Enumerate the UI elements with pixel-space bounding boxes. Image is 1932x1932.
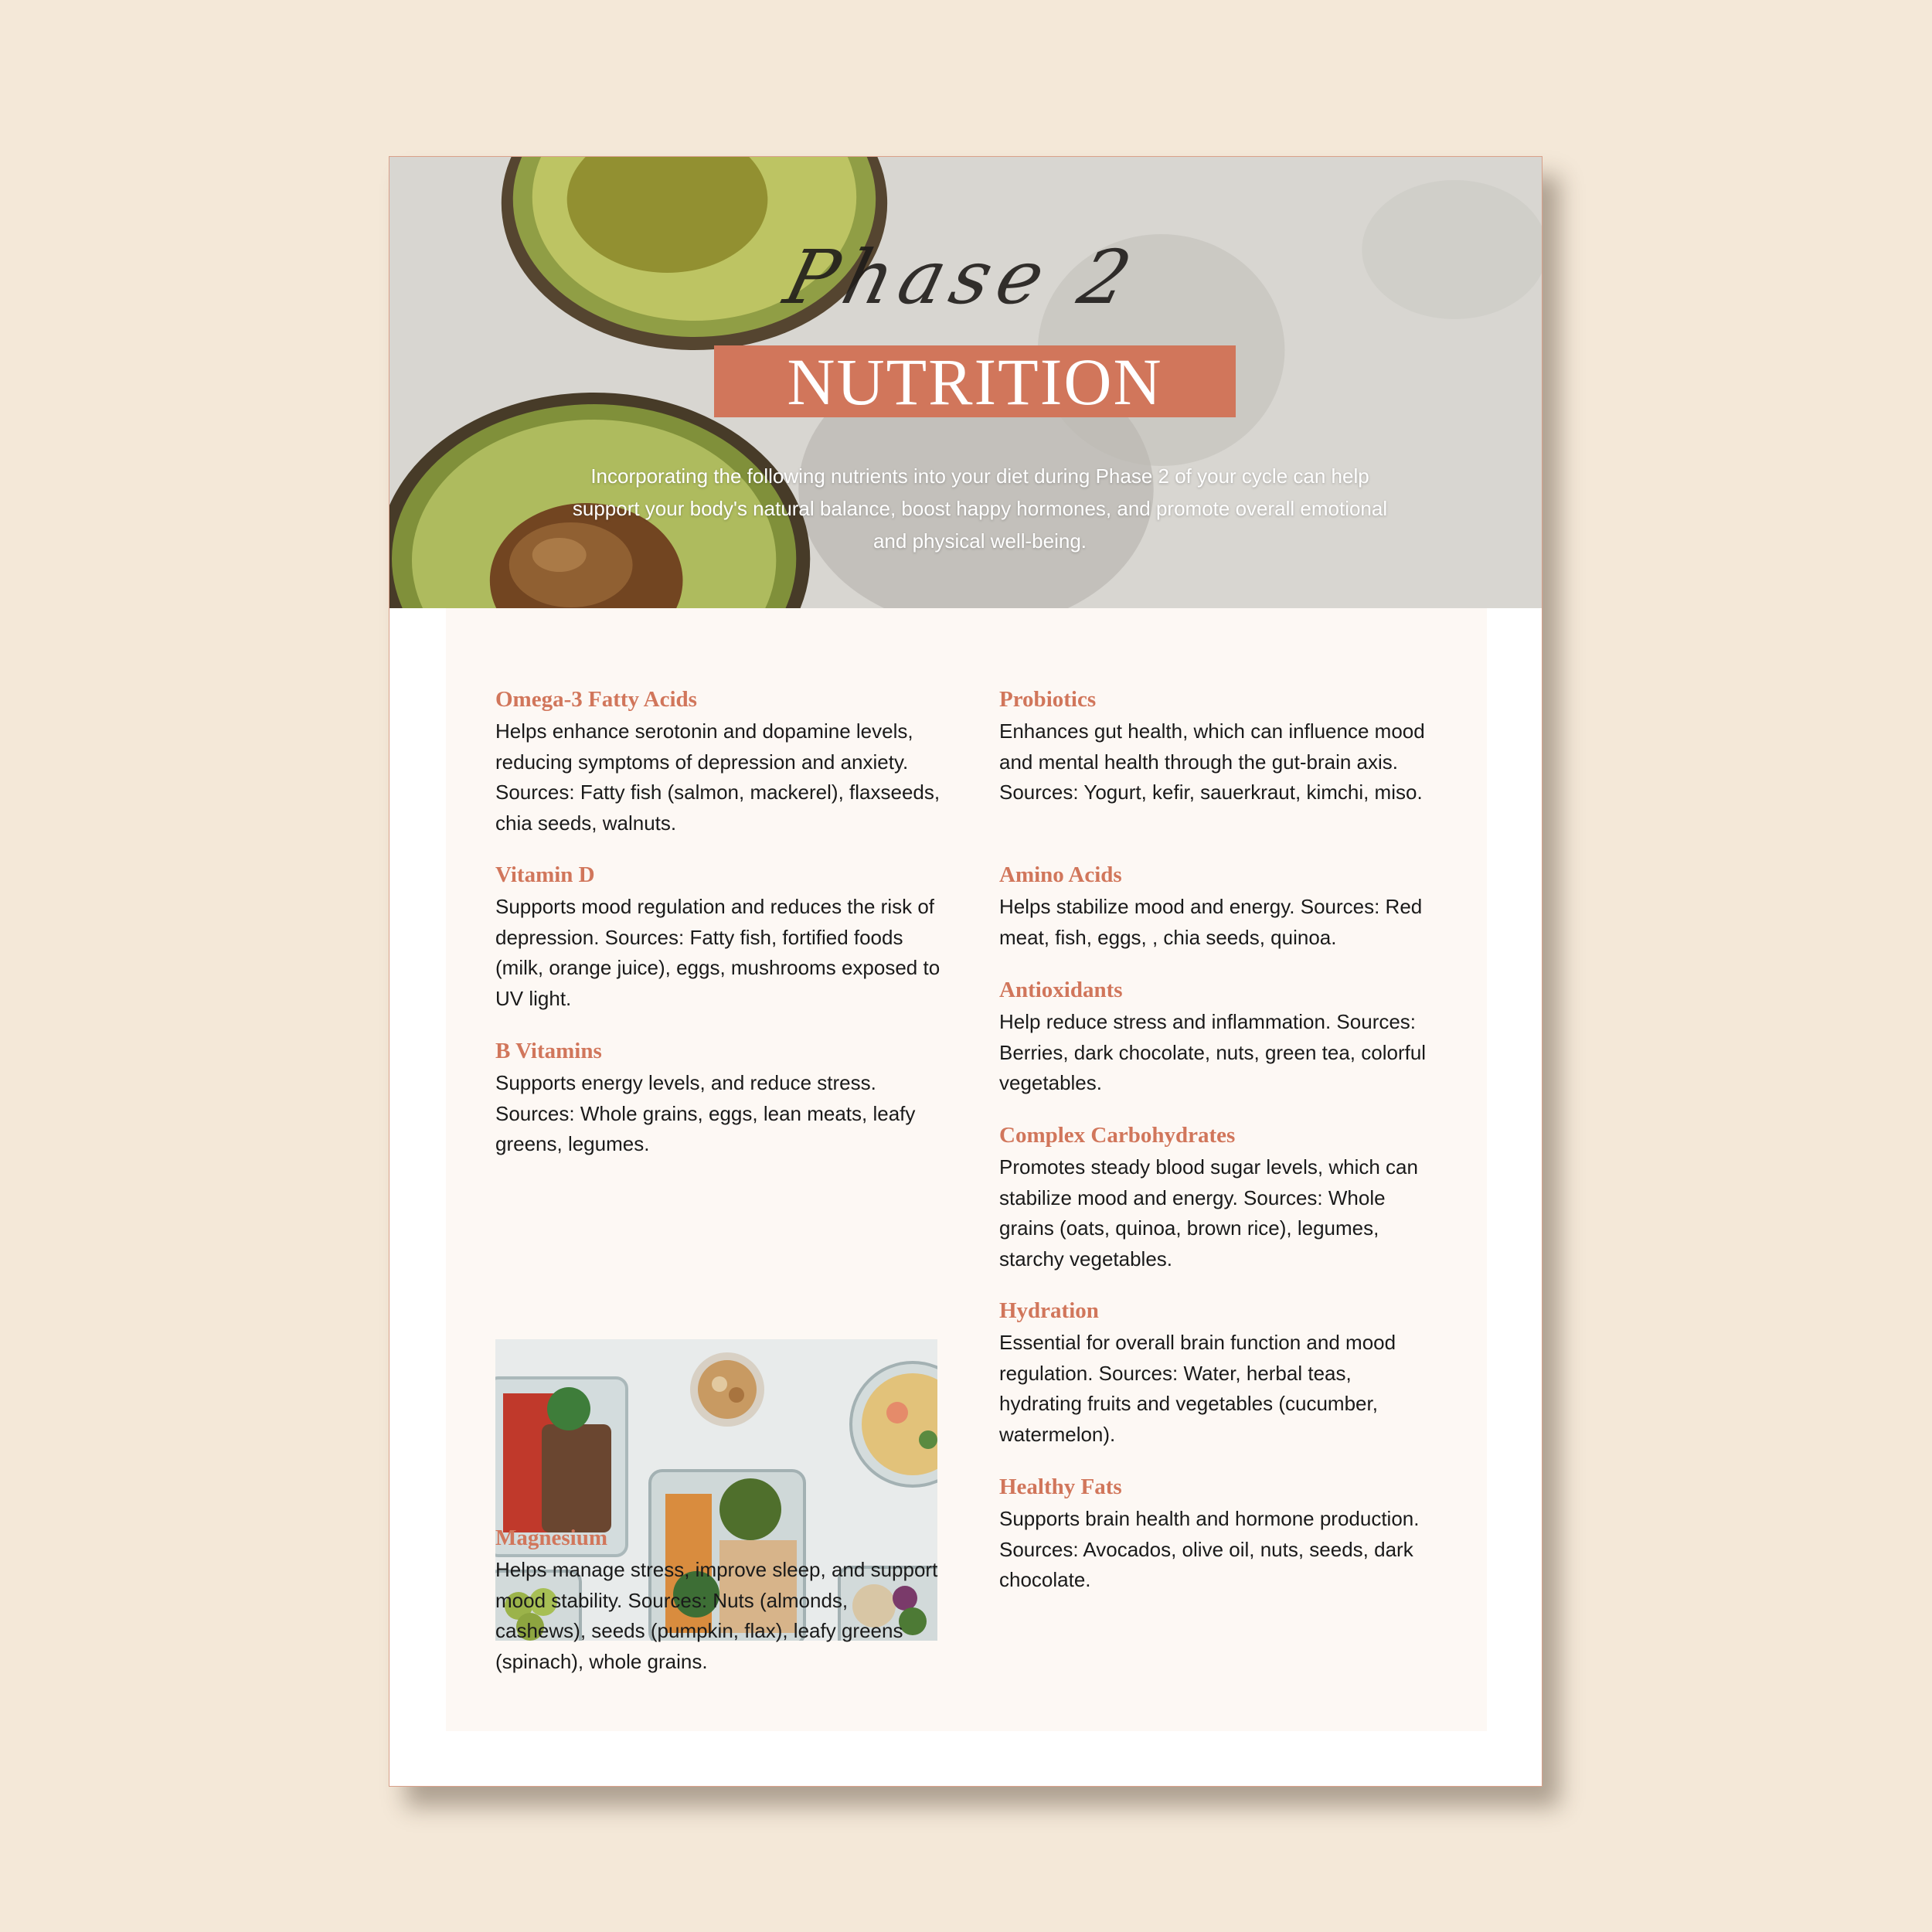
nutrient-description: Supports brain health and hormone production. Sources: Avocados, olive oil, nuts, seeds, dark chocolate. (999, 1507, 1420, 1591)
nutrient-description: Help reduce stress and inflammation. Sources: Berries, dark chocolate, nuts, green tea, colorful vegetables. (999, 1010, 1427, 1094)
nutrient-amino-acids (999, 861, 1432, 953)
nutrient-description: Supports energy levels, and reduce stress. Sources: Whole grains, eggs, lean meats, leafy greens, legumes. (495, 1071, 916, 1155)
nutrient-heading: B Vitamins (495, 1039, 602, 1063)
nutrient-heading: Vitamin D (495, 862, 595, 887)
nutrient-heading: Omega-3 Fatty Acids (495, 687, 697, 712)
nutrient-heading: Probiotics (999, 687, 1097, 712)
phase-script-title: Phase 2 (776, 234, 1148, 321)
nutrient-description: Enhances gut health, which can influence mood and mental health through the gut-brain axis. Sources: Yogurt, kefir, sauerkraut, kimchi, miso. (999, 719, 1425, 804)
nutrient-heading: Antioxidants (999, 978, 1123, 1002)
nutrient-description: Supports mood regulation and reduces the risk of depression. Sources: Fatty fish, fortified foods (milk, orange juice), eggs, mushrooms exposed to UV light. (495, 895, 940, 1010)
nutrient-heading: Hydration (999, 1298, 1099, 1323)
nutrient-antioxidants (999, 976, 1432, 1099)
nutrient-description: Helps stabilize mood and energy. Sources: Red meat, fish, eggs, , chia seeds, quinoa. (999, 895, 1423, 949)
nutrient-description: Essential for overall brain function and mood regulation. Sources: Water, herbal teas, hydrating fruits and vegetables (cucumber, watermelon). (999, 1331, 1396, 1446)
document-page (389, 156, 1543, 1787)
nutrient-hydration (999, 1297, 1432, 1450)
nutrient-complex-carbs (999, 1121, 1432, 1274)
nutrient-vitamin-d (495, 861, 944, 1014)
nutrient-omega3 (495, 685, 944, 838)
nutrient-description: Helps manage stress, improve sleep, and support mood stability. Sources: Nuts (almonds, cashews), seeds (pumpkin, flax), leafy greens (spinach), whole grains. (495, 1558, 938, 1673)
title-band (714, 345, 1236, 417)
nutrient-healthy-fats (999, 1473, 1432, 1596)
nutrient-heading: Complex Carbohydrates (999, 1123, 1236, 1148)
header-hero (389, 157, 1542, 608)
nutrient-b-vitamins (495, 1037, 944, 1160)
content-panel (446, 608, 1487, 1731)
intro-text: Incorporating the following nutrients into your diet during Phase 2 of your cycle can help support your body's natural balance, boost happy hormones, and promote overall emotional and physical well-being. (572, 464, 1388, 553)
nutrient-heading: Amino Acids (999, 862, 1122, 887)
nutrient-magnesium (495, 1524, 944, 1677)
nutrient-heading: Magnesium (495, 1526, 607, 1550)
nutrient-heading: Healthy Fats (999, 1475, 1122, 1499)
page-title: NUTRITION (787, 344, 1163, 419)
nutrient-description: Helps enhance serotonin and dopamine levels, reducing symptoms of depression and anxiety. Sources: Fatty fish (salmon, mackerel), flaxseeds, chia seeds, walnuts. (495, 719, 940, 835)
nutrient-probiotics (999, 685, 1432, 808)
nutrient-description: Promotes steady blood sugar levels, which can stabilize mood and energy. Sources: Whole grains (oats, quinoa, brown rice), legumes, starchy vegetables. (999, 1155, 1418, 1270)
